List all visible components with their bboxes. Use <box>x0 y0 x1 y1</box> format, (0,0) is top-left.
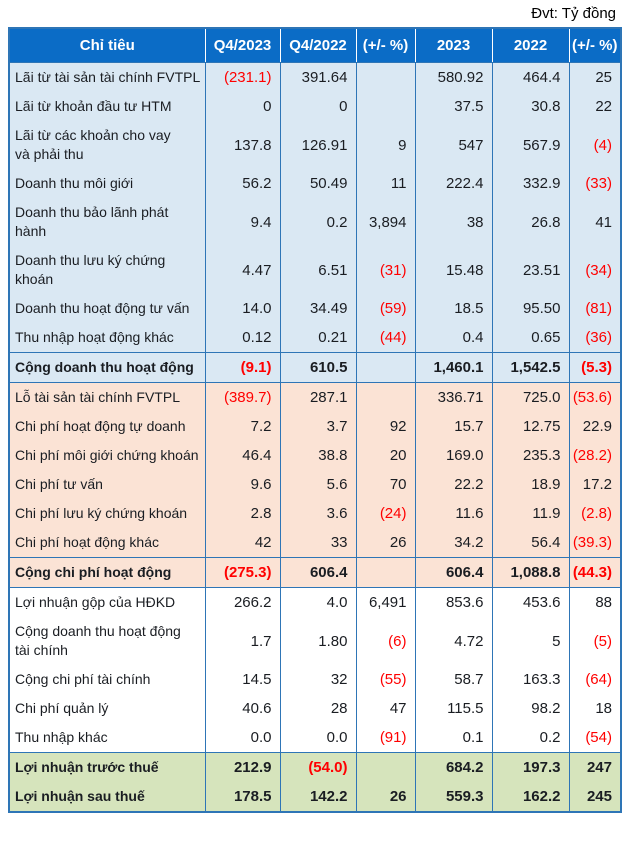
table-row <box>9 694 621 723</box>
cell-q4-2023: 9.6 <box>205 470 280 499</box>
cell-pct-year: 18 <box>569 694 621 723</box>
cell-2023: 22.2 <box>415 470 492 499</box>
table-row <box>9 665 621 694</box>
table-row <box>9 558 621 588</box>
cell-pct-year: 22 <box>569 92 621 121</box>
cell-pct-year: (5) <box>569 617 621 665</box>
section-operating-expenses <box>9 383 621 588</box>
cell-q4-2023: 14.5 <box>205 665 280 694</box>
cell-pct-year: 17.2 <box>569 470 621 499</box>
cell-pct-year: (54) <box>569 723 621 753</box>
column-header-2023: 2023 <box>415 28 492 63</box>
cell-q4-2023: 137.8 <box>205 121 280 169</box>
row-label <box>9 528 205 558</box>
cell-q4-2023: 4.47 <box>205 246 280 294</box>
unit-label: Đvt: Tỷ đồng <box>531 5 616 22</box>
cell-q4-2022: 33 <box>280 528 356 558</box>
cell-2022: 453.6 <box>492 588 569 618</box>
section-operating-revenue <box>9 63 621 383</box>
section-profit <box>9 753 621 813</box>
column-header-q4-2022: Q4/2022 <box>280 28 356 63</box>
cell-pct-quarter: (6) <box>356 617 415 665</box>
cell-2023: 169.0 <box>415 441 492 470</box>
cell-pct-quarter: 9 <box>356 121 415 169</box>
table-row <box>9 753 621 783</box>
row-label <box>9 617 205 665</box>
cell-pct-quarter: 26 <box>356 528 415 558</box>
cell-pct-year: (4) <box>569 121 621 169</box>
row-label <box>9 294 205 323</box>
cell-q4-2022: 6.51 <box>280 246 356 294</box>
table-row <box>9 723 621 753</box>
cell-q4-2023: 40.6 <box>205 694 280 723</box>
row-label <box>9 499 205 528</box>
cell-2023: 115.5 <box>415 694 492 723</box>
row-label <box>9 412 205 441</box>
cell-2023: 684.2 <box>415 753 492 783</box>
cell-q4-2023: 2.8 <box>205 499 280 528</box>
cell-q4-2023: 212.9 <box>205 753 280 783</box>
cell-2022: 30.8 <box>492 92 569 121</box>
cell-2023: 37.5 <box>415 92 492 121</box>
table-row <box>9 499 621 528</box>
cell-pct-quarter <box>356 753 415 783</box>
cell-q4-2022: 287.1 <box>280 383 356 413</box>
cell-q4-2023: (231.1) <box>205 63 280 93</box>
cell-2023: 34.2 <box>415 528 492 558</box>
cell-2022: 23.51 <box>492 246 569 294</box>
cell-pct-year: 245 <box>569 782 621 812</box>
cell-pct-year: 41 <box>569 198 621 246</box>
cell-2022: 1,542.5 <box>492 353 569 383</box>
cell-2022: 0.65 <box>492 323 569 353</box>
cell-pct-year: (33) <box>569 169 621 198</box>
cell-pct-quarter: (24) <box>356 499 415 528</box>
cell-2023: 38 <box>415 198 492 246</box>
cell-2023: 222.4 <box>415 169 492 198</box>
cell-q4-2022: 610.5 <box>280 353 356 383</box>
row-label <box>9 246 205 294</box>
row-label-text: Lỗ tài sản tài chính FVTPL <box>15 389 180 405</box>
cell-pct-quarter: (44) <box>356 323 415 353</box>
row-label <box>9 441 205 470</box>
table-row <box>9 294 621 323</box>
cell-q4-2022: 50.49 <box>280 169 356 198</box>
cell-2023: 15.7 <box>415 412 492 441</box>
cell-q4-2023: 0.0 <box>205 723 280 753</box>
cell-2023: 0.1 <box>415 723 492 753</box>
cell-q4-2022: 1.80 <box>280 617 356 665</box>
cell-q4-2023: 178.5 <box>205 782 280 812</box>
cell-q4-2023: (275.3) <box>205 558 280 588</box>
cell-q4-2022: (54.0) <box>280 753 356 783</box>
cell-q4-2023: 42 <box>205 528 280 558</box>
cell-2023: 18.5 <box>415 294 492 323</box>
table-row <box>9 470 621 499</box>
row-label-text: Cộng doanh thu hoạt động <box>15 359 194 375</box>
table-row <box>9 92 621 121</box>
row-label-text: Doanh thu bảo lãnh phát hành <box>15 204 169 239</box>
row-label-text: Doanh thu môi giới <box>15 175 134 191</box>
cell-pct-quarter <box>356 383 415 413</box>
table-row <box>9 617 621 665</box>
cell-pct-year: (34) <box>569 246 621 294</box>
table-row <box>9 588 621 618</box>
cell-q4-2022: 3.6 <box>280 499 356 528</box>
cell-2022: 235.3 <box>492 441 569 470</box>
cell-pct-year: (5.3) <box>569 353 621 383</box>
row-label <box>9 92 205 121</box>
cell-pct-quarter: (91) <box>356 723 415 753</box>
table-row <box>9 246 621 294</box>
cell-2023: 4.72 <box>415 617 492 665</box>
row-label-text: Lãi từ các khoản cho vay và phải thu <box>15 127 171 162</box>
column-header-2022: 2022 <box>492 28 569 63</box>
row-label <box>9 558 205 588</box>
financial-table <box>8 27 622 813</box>
cell-q4-2022: 28 <box>280 694 356 723</box>
cell-2023: 11.6 <box>415 499 492 528</box>
cell-pct-year: 25 <box>569 63 621 93</box>
table-row <box>9 441 621 470</box>
cell-pct-quarter: 92 <box>356 412 415 441</box>
header-row <box>9 28 621 63</box>
cell-pct-quarter <box>356 353 415 383</box>
cell-q4-2023: 0 <box>205 92 280 121</box>
table-row <box>9 121 621 169</box>
cell-2023: 58.7 <box>415 665 492 694</box>
row-label <box>9 470 205 499</box>
cell-2023: 0.4 <box>415 323 492 353</box>
cell-q4-2023: 56.2 <box>205 169 280 198</box>
cell-2023: 580.92 <box>415 63 492 93</box>
table-row <box>9 169 621 198</box>
row-label <box>9 723 205 753</box>
cell-q4-2022: 0.2 <box>280 198 356 246</box>
cell-2023: 606.4 <box>415 558 492 588</box>
section-financial-and-other <box>9 588 621 753</box>
cell-pct-quarter <box>356 92 415 121</box>
column-header-pct-year: (+/- %) <box>569 28 621 63</box>
cell-q4-2022: 4.0 <box>280 588 356 618</box>
cell-pct-quarter: 20 <box>356 441 415 470</box>
cell-2022: 18.9 <box>492 470 569 499</box>
cell-2022: 56.4 <box>492 528 569 558</box>
cell-pct-quarter: (59) <box>356 294 415 323</box>
cell-q4-2022: 5.6 <box>280 470 356 499</box>
row-label-text: Chi phí quản lý <box>15 700 109 716</box>
cell-q4-2023: 7.2 <box>205 412 280 441</box>
cell-q4-2022: 34.49 <box>280 294 356 323</box>
cell-q4-2022: 0 <box>280 92 356 121</box>
cell-q4-2023: 9.4 <box>205 198 280 246</box>
cell-pct-quarter: 11 <box>356 169 415 198</box>
row-label-text: Thu nhập hoạt động khác <box>15 329 174 345</box>
column-header-chi-tieu: Chỉ tiêu <box>9 28 205 63</box>
cell-q4-2023: 266.2 <box>205 588 280 618</box>
cell-2023: 15.48 <box>415 246 492 294</box>
cell-q4-2022: 126.91 <box>280 121 356 169</box>
cell-pct-year: (81) <box>569 294 621 323</box>
cell-pct-year: 88 <box>569 588 621 618</box>
cell-pct-year: (39.3) <box>569 528 621 558</box>
row-label-text: Cộng chi phí tài chính <box>15 671 151 687</box>
row-label-text: Doanh thu lưu ký chứng khoán <box>15 252 166 287</box>
cell-pct-quarter: 26 <box>356 782 415 812</box>
cell-2022: 11.9 <box>492 499 569 528</box>
cell-pct-quarter: 6,491 <box>356 588 415 618</box>
cell-2022: 567.9 <box>492 121 569 169</box>
cell-q4-2023: 46.4 <box>205 441 280 470</box>
cell-pct-year: 22.9 <box>569 412 621 441</box>
row-label <box>9 383 205 413</box>
row-label-text: Lãi từ khoản đầu tư HTM <box>15 98 172 114</box>
row-label <box>9 665 205 694</box>
row-label <box>9 588 205 618</box>
cell-pct-quarter: 70 <box>356 470 415 499</box>
cell-pct-year: (64) <box>569 665 621 694</box>
row-label-text: Chi phí lưu ký chứng khoán <box>15 505 188 521</box>
cell-2022: 1,088.8 <box>492 558 569 588</box>
cell-pct-quarter <box>356 63 415 93</box>
cell-pct-year: (44.3) <box>569 558 621 588</box>
cell-2022: 332.9 <box>492 169 569 198</box>
table-row <box>9 198 621 246</box>
cell-2022: 725.0 <box>492 383 569 413</box>
row-label-text: Lợi nhuận gộp của HĐKD <box>15 594 176 610</box>
row-label-text: Doanh thu hoạt động tư vấn <box>15 300 190 316</box>
cell-pct-year: (36) <box>569 323 621 353</box>
cell-2023: 1,460.1 <box>415 353 492 383</box>
cell-2023: 559.3 <box>415 782 492 812</box>
row-label-text: Chi phí hoạt động tự doanh <box>15 418 186 434</box>
table-row <box>9 323 621 353</box>
row-label-text: Lợi nhuận sau thuế <box>15 788 145 804</box>
row-label-text: Lợi nhuận trước thuế <box>15 759 159 775</box>
cell-pct-quarter: (55) <box>356 665 415 694</box>
row-label <box>9 198 205 246</box>
row-label-text: Chi phí môi giới chứng khoán <box>15 447 199 463</box>
row-label-text: Cộng doanh thu hoạt động tài chính <box>15 623 181 658</box>
cell-q4-2023: 14.0 <box>205 294 280 323</box>
column-header-pct-quarter: (+/- %) <box>356 28 415 63</box>
cell-2022: 26.8 <box>492 198 569 246</box>
cell-q4-2023: (389.7) <box>205 383 280 413</box>
cell-pct-quarter: (31) <box>356 246 415 294</box>
row-label <box>9 353 205 383</box>
cell-2022: 0.2 <box>492 723 569 753</box>
row-label-text: Chi phí tư vấn <box>15 476 103 492</box>
table-row <box>9 383 621 413</box>
table-row <box>9 63 621 93</box>
table-row <box>9 412 621 441</box>
row-label-text: Cộng chi phí hoạt động <box>15 564 172 580</box>
cell-2022: 5 <box>492 617 569 665</box>
cell-2022: 163.3 <box>492 665 569 694</box>
cell-2023: 853.6 <box>415 588 492 618</box>
row-label <box>9 782 205 812</box>
cell-2022: 95.50 <box>492 294 569 323</box>
table-row <box>9 782 621 812</box>
cell-2023: 547 <box>415 121 492 169</box>
row-label-text: Lãi từ tài sản tài chính FVTPL <box>15 69 201 85</box>
cell-q4-2022: 3.7 <box>280 412 356 441</box>
cell-q4-2022: 38.8 <box>280 441 356 470</box>
row-label <box>9 63 205 93</box>
cell-2022: 464.4 <box>492 63 569 93</box>
cell-q4-2023: 1.7 <box>205 617 280 665</box>
cell-q4-2022: 142.2 <box>280 782 356 812</box>
row-label <box>9 169 205 198</box>
table-row <box>9 353 621 383</box>
cell-2022: 162.2 <box>492 782 569 812</box>
cell-q4-2023: 0.12 <box>205 323 280 353</box>
cell-pct-quarter: 3,894 <box>356 198 415 246</box>
row-label-text: Chi phí hoạt động khác <box>15 534 159 550</box>
table-row <box>9 528 621 558</box>
cell-q4-2022: 391.64 <box>280 63 356 93</box>
cell-q4-2022: 606.4 <box>280 558 356 588</box>
row-label <box>9 753 205 783</box>
row-label-text: Thu nhập khác <box>15 729 108 745</box>
cell-q4-2022: 32 <box>280 665 356 694</box>
cell-pct-year: (53.6) <box>569 383 621 413</box>
column-header-q4-2023: Q4/2023 <box>205 28 280 63</box>
cell-2022: 197.3 <box>492 753 569 783</box>
cell-pct-quarter <box>356 558 415 588</box>
cell-q4-2023: (9.1) <box>205 353 280 383</box>
cell-pct-year: (2.8) <box>569 499 621 528</box>
row-label <box>9 323 205 353</box>
cell-pct-quarter: 47 <box>356 694 415 723</box>
row-label <box>9 121 205 169</box>
cell-q4-2022: 0.0 <box>280 723 356 753</box>
cell-2023: 336.71 <box>415 383 492 413</box>
cell-pct-year: 247 <box>569 753 621 783</box>
cell-2022: 98.2 <box>492 694 569 723</box>
cell-2022: 12.75 <box>492 412 569 441</box>
cell-pct-year: (28.2) <box>569 441 621 470</box>
row-label <box>9 694 205 723</box>
cell-q4-2022: 0.21 <box>280 323 356 353</box>
